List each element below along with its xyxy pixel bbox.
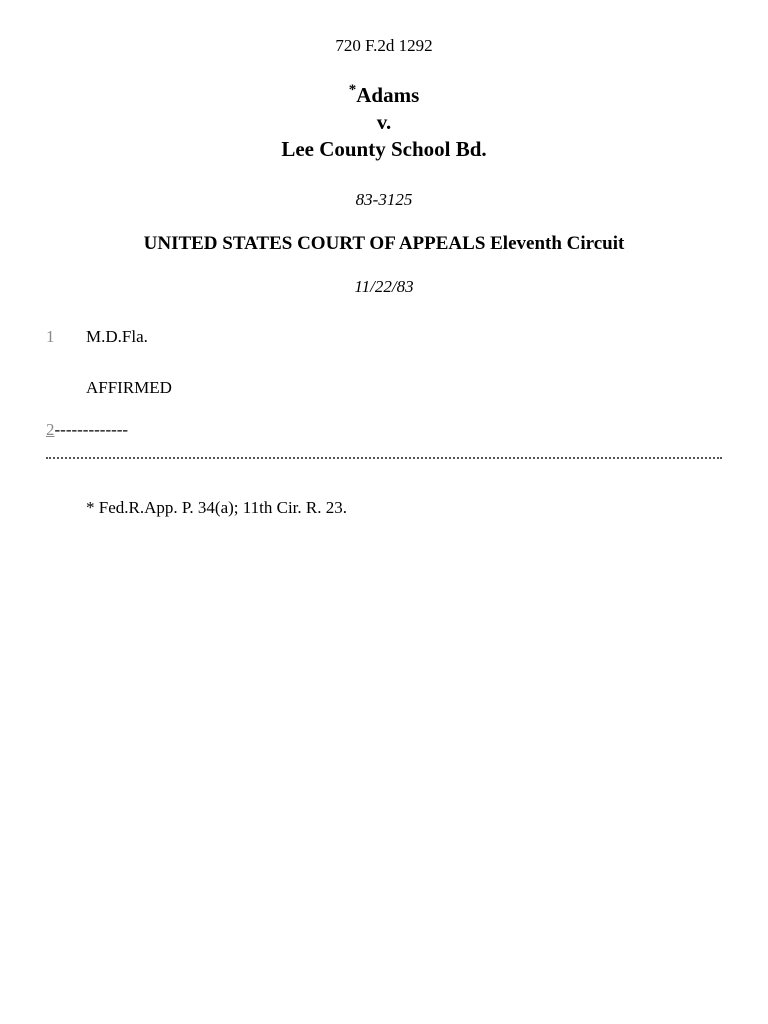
paragraph-text: M.D.Fla. <box>86 327 148 346</box>
plaintiff-name: Adams <box>356 83 420 107</box>
docket-number: 83-3125 <box>355 190 413 209</box>
case-citation: 720 F.2d 1292 <box>335 36 433 55</box>
plaintiff-line <box>0 82 768 109</box>
case-title <box>0 82 768 163</box>
footnote-marker-line <box>46 420 128 440</box>
footnote-number-link[interactable]: 2 <box>46 420 55 439</box>
paragraph-number[interactable]: 1 <box>46 327 55 346</box>
decision-date: 11/22/83 <box>354 277 414 296</box>
footnote-asterisk[interactable]: * <box>348 82 357 98</box>
court-name: UNITED STATES COURT OF APPEALS Eleventh Circuit <box>143 233 625 254</box>
versus-text: v. <box>376 110 392 134</box>
paragraph-text: AFFIRMED <box>86 378 172 397</box>
defendant-name: Lee County School Bd. <box>281 137 487 161</box>
footnote-dashes: ------------- <box>54 420 129 439</box>
footnote-separator <box>46 457 722 459</box>
footnote-text: * Fed.R.App. P. 34(a); 11th Cir. R. 23. <box>86 498 347 517</box>
